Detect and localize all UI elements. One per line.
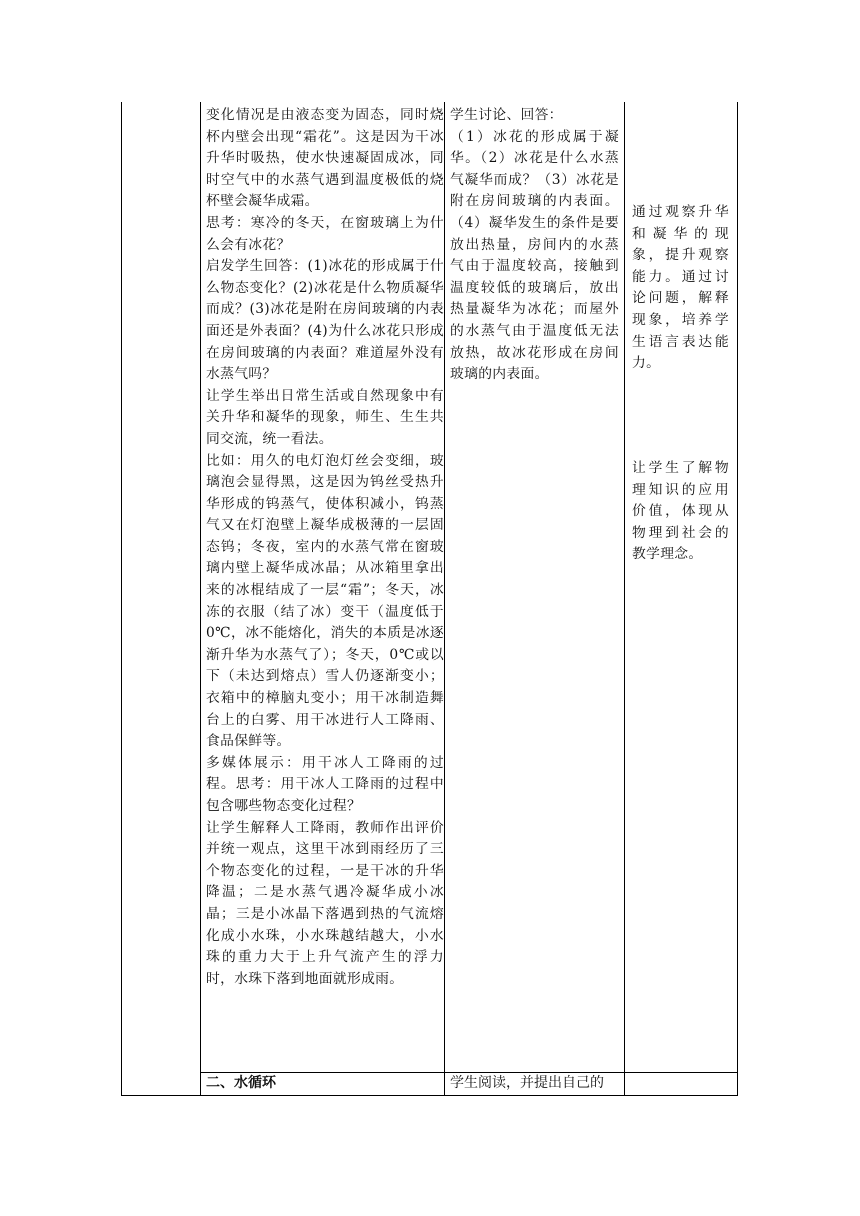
student-activity-row2: 学生阅读，并提出自己的 [450,1075,604,1091]
student-paragraph: 学生讨论、回答： [450,107,563,123]
student-paragraph: （1）冰花的形成属于凝华。（2）冰花是什么水蒸气凝华而成？（3）冰花是附在房间玻璃的内表面。（4）凝华发生的条件是要放出热量，房间内的水蒸气由于温度较高，接触到温度较低的玻璃后，放出热量凝华为冰花；而屋外的水蒸气由于温度低无法放热，故冰花形成在房间玻璃的内表面。 [450,128,619,383]
design-intent-cell [632,202,729,375]
teacher-paragraph: 让学生举出日常生活或自然现象中有关升华和凝华的现象，师生、生生共同交流，统一看法。 [206,387,444,447]
table-column-divider [624,102,625,1096]
teacher-paragraph: 变化情况是由液态变为固态，同时烧杯内壁会出现“霜花”。这是因为干冰升华时吸热，使水快速凝固成冰，同时空气中的水蒸气遇到温度极低的烧杯壁会凝华成霜。 [206,107,444,210]
teacher-activity-cell [206,105,444,990]
table-border-left [121,102,122,1096]
row-divider [200,1072,738,1073]
teacher-paragraph: 让学生解释人工降雨，教师作出评价并统一观点，这里干冰到雨经历了三个物态变化的过程，一是干冰的升华降温；二是水蒸气遇冷凝华成小冰晶；三是小冰晶下落遇到热的气流熔化成小水珠，小水珠越结越大，小水珠的重力大于上升气流产生的浮力时，水珠下落到地面就形成雨。 [206,819,444,987]
teacher-paragraph: 比如：用久的电灯泡灯丝会变细，玻璃泡会显得黑，这是因为钨丝受热升华形成的钨蒸气，使体积减小，钨蒸气又在灯泡壁上凝华成极薄的一层固态钨；冬夜，室内的水蒸气常在窗玻璃内壁上凝华成冰晶；从冰箱里拿出来的冰棍结成了一层“霜”；冬天，冰冻的衣服（结了冰）变干（温度低于0℃，冰不能熔化，消失的本质是冰逐渐升华为水蒸气了）；冬天，0℃或以下（未达到熔点）雪人仍逐渐变小；衣箱中的樟脑丸变小；用干冰制造舞台上的白雾、用干冰进行人工降雨、食品保鲜等。 [206,452,444,750]
design-intent-cell [632,458,729,566]
teacher-paragraph: 启发学生回答：(1)冰花的形成属于什么物态变化？(2)冰花是什么物质凝华而成？(3)冰花是附在房间玻璃的内表面还是外表面？(4)为什么冰花只形成在房间玻璃的内表面？难道屋外没有水蒸气吗？ [206,258,444,383]
intent-paragraph: 通过观察升华和凝华的现象，提升观察能力。通过讨论问题，解释现象，培养学生语言表达能力。 [632,204,729,372]
lesson-table [121,102,738,1096]
intent-paragraph: 让学生了解物理知识的应用价值，体现从物理到社会的教学理念。 [632,460,729,563]
student-activity-cell [450,105,619,386]
table-border-bottom [121,1095,738,1096]
table-column-divider [444,102,445,1096]
teacher-paragraph: 多媒体展示：用干冰人工降雨的过程。思考：用干冰人工降雨的过程中包含哪些物态变化过程？ [206,754,444,814]
section-heading: 二、水循环 [206,1075,276,1091]
table-column-divider [200,102,201,1096]
teacher-paragraph: 思考：寒冷的冬天，在窗玻璃上为什么会有冰花？ [206,214,444,253]
table-border-right [737,102,738,1096]
